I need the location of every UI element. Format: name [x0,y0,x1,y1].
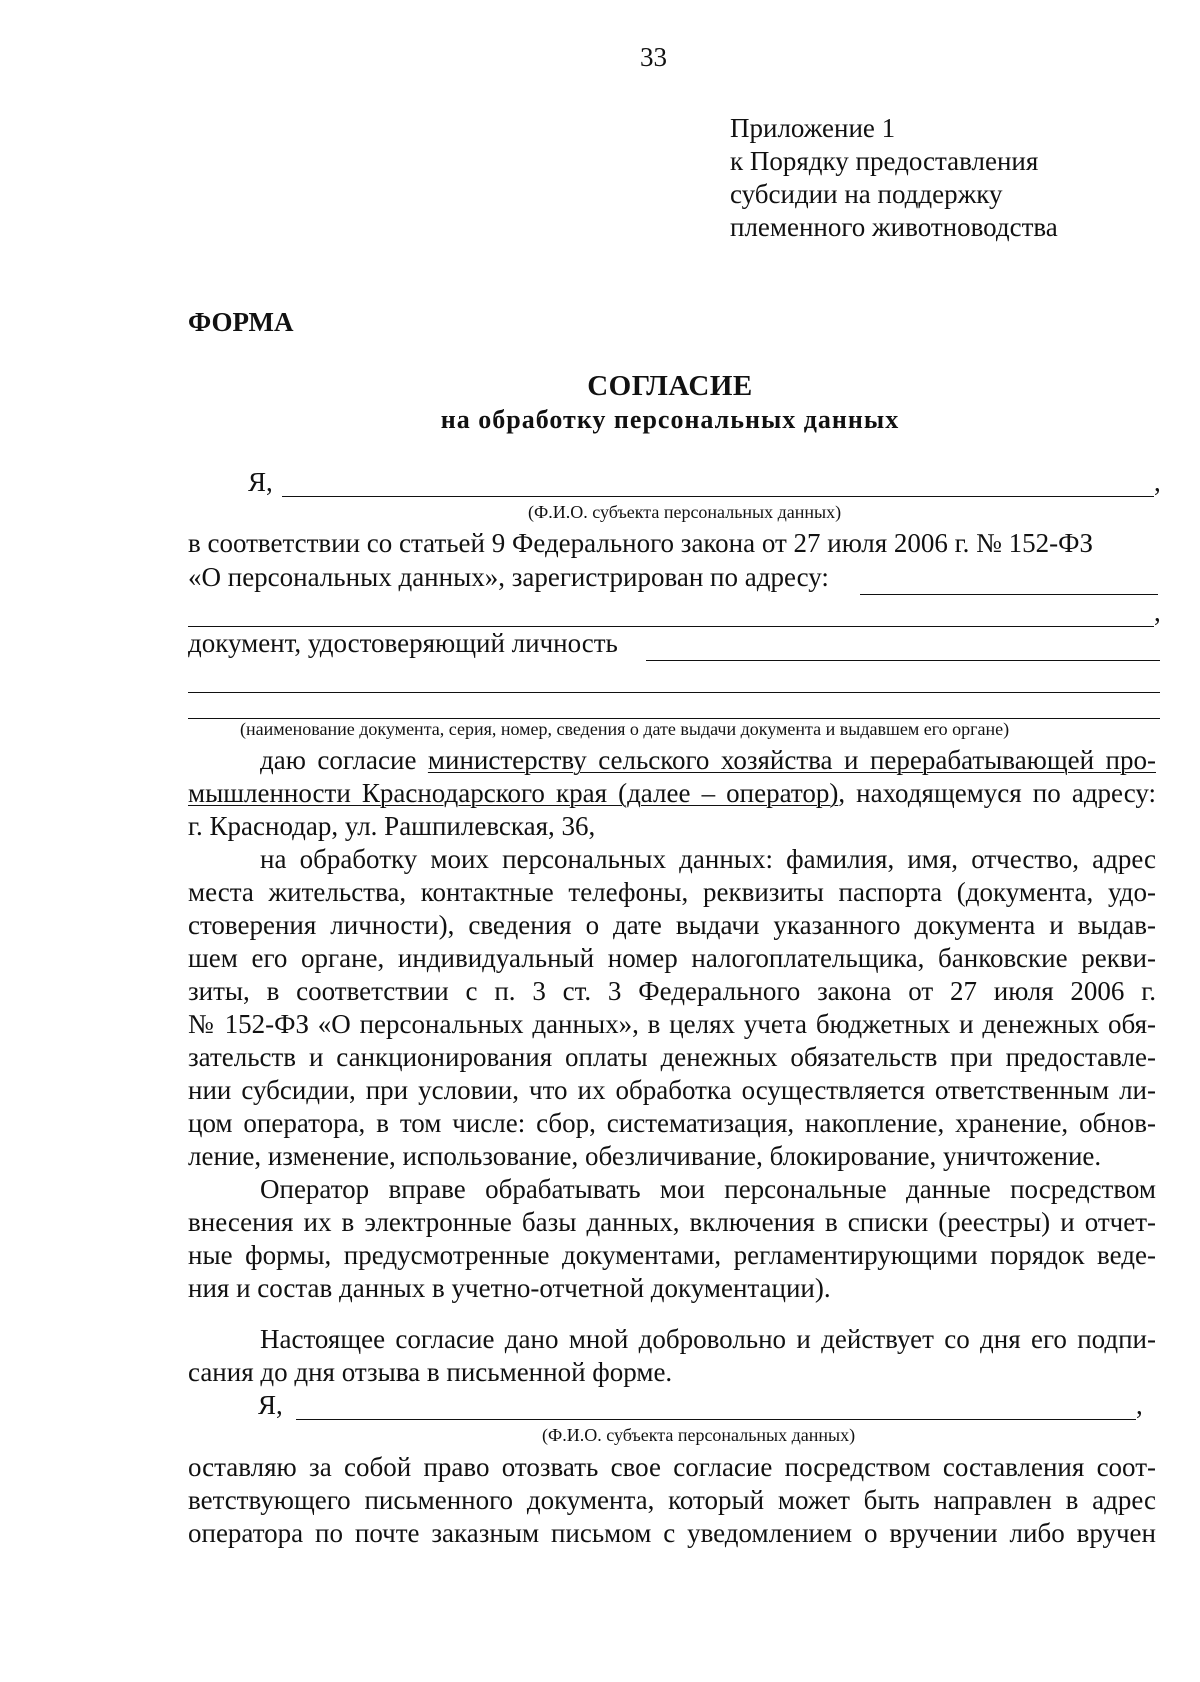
operator-name: министерству сельского хозяйства и перерабатывающей про- [427,745,1156,775]
id-document-caption: (наименование документа, серия, номер, сведения о дате выдачи документа и выдавшем его органе) [240,719,1010,739]
revocation-paragraph [188,1451,1156,1550]
subject2-caption: (Ф.И.О. субъекта персональных данных) [542,1425,856,1445]
paragraph-line: № 152-ФЗ «О персональных данных», в целях учета бюджетных и денежных обя- [188,1009,1156,1039]
processing-paragraph [188,843,1156,1173]
paragraph-line: оставляю за собой право отозвать свое согласие посредством составления соот- [188,1452,1156,1482]
subject-prefix: Я, [248,467,273,497]
subject2-comma: , [1136,1390,1143,1420]
id-document-blank-2[interactable] [188,692,1160,693]
paragraph-line: Настоящее согласие дано мной добровольно и действует со дня его подпи- [260,1324,1156,1354]
appendix-line: Приложение 1 [730,113,896,143]
paragraph-line: Оператор вправе обрабатывать мои персональные данные посредством [260,1174,1156,1204]
address-comma: , [1154,597,1161,627]
paragraph-line: внесения их в электронные базы данных, включения в списки (реестры) и отчет- [188,1207,1156,1237]
operator-address-lead: , находящемуся по адресу: [838,778,1156,808]
subject2-name-blank[interactable] [296,1419,1136,1420]
address-label: «О персональных данных», зарегистрирован по адресу: [188,562,829,592]
subject-comma: , [1154,467,1161,497]
address-blank[interactable] [860,594,1158,595]
validity-paragraph [188,1323,1156,1389]
subject2-prefix: Я, [258,1390,283,1420]
paragraph-line: ветствующего письменного документа, который может быть направлен в адрес [188,1485,1156,1515]
subject-caption: (Ф.И.О. субъекта персональных данных) [528,502,842,522]
document-subtitle: на обработку персональных данных [440,405,900,434]
paragraph-line: оператора по почте заказным письмом с уведомлением о вручении либо вручен [188,1518,1156,1548]
address-blank-2[interactable] [188,626,1154,627]
paragraph-line: ния и состав данных в учетно-отчетной документации). [188,1273,831,1303]
page-number: 33 [640,42,667,72]
paragraph-line: цом оператора, в том числе: сбор, систематизация, накопление, хранение, обнов- [188,1108,1156,1138]
paragraph-line: сания до дня отзыва в письменной форме. [188,1357,673,1387]
paragraph-line: на обработку моих персональных данных: фамилия, имя, отчество, адрес [260,844,1156,874]
form-label: ФОРМА [188,307,294,337]
operator-name-cont: мышленности Краснодарского края (далее – оператор) [188,778,839,808]
consent-line [188,744,1156,777]
law-reference-line: в соответствии со статьей 9 Федерального закона от 27 июля 2006 г. № 152-ФЗ [188,528,1094,558]
paragraph-line: ление, изменение, использование, обезличивание, блокирование, уничтожение. [188,1141,1102,1171]
paragraph-line: зательств и санкционирования оплаты денежных обязательств при предоставле- [188,1042,1156,1072]
appendix-line: племенного животноводства [730,212,1058,242]
paragraph-line: шем его органе, индивидуальный номер налогоплательщика, банковские рекви- [188,943,1156,973]
appendix-line: субсидии на поддержку [730,179,1003,209]
appendix-note [730,112,1058,244]
consent-lead: даю согласие [260,745,428,775]
paragraph-line: стоверения личности), сведения о дате выдачи указанного документа и выдав- [188,910,1156,940]
subject-name-blank[interactable] [282,496,1154,497]
consent-line [188,777,1156,810]
document-title: СОГЛАСИЕ [587,370,753,402]
consent-paragraph [188,744,1156,843]
operator-address: г. Краснодар, ул. Рашпилевская, 36, [188,811,596,841]
paragraph-line: места жительства, контактные телефоны, реквизиты паспорта (документа, удо- [188,877,1156,907]
paragraph-line: нии субсидии, при условии, что их обработка осуществляется ответственным ли- [188,1075,1156,1105]
appendix-line: к Порядку предоставления [730,146,1039,176]
paragraph-line: ные формы, предусмотренные документами, регламентирующими порядок веде- [188,1240,1156,1270]
operator-rights-paragraph [188,1173,1156,1305]
paragraph-line: зиты, в соответствии с п. 3 ст. 3 Федерального закона от 27 июля 2006 г. [188,976,1156,1006]
id-document-blank[interactable] [646,660,1160,661]
id-document-label: документ, удостоверяющий личность [188,628,618,658]
